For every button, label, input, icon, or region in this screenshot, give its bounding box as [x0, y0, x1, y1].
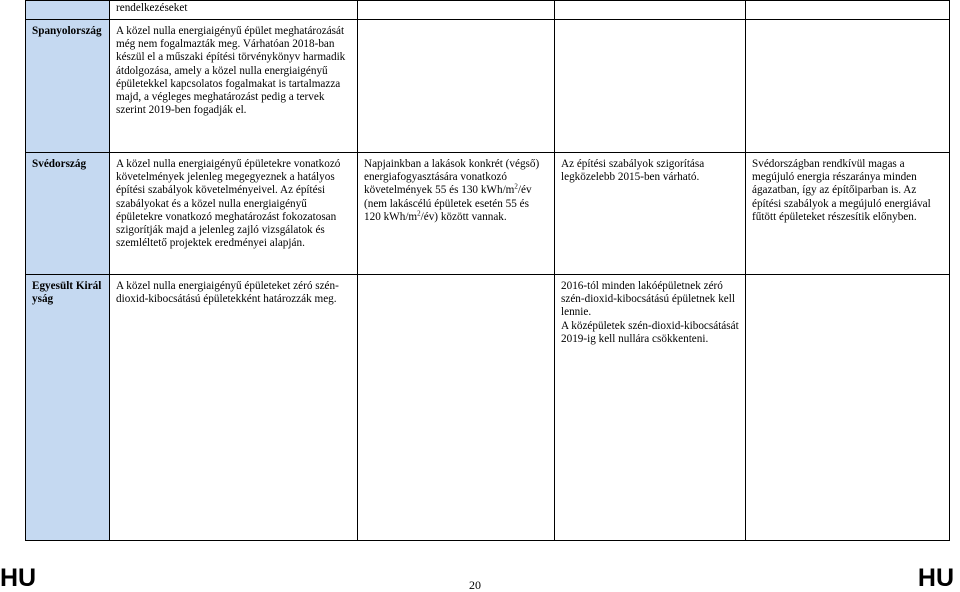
table-row: [26, 153, 950, 275]
timeline-cell: [555, 1, 746, 20]
notes-cell: [746, 1, 950, 20]
timeline-cell: [555, 20, 746, 153]
country-cell: Svédország: [26, 153, 110, 275]
timeline-paragraph: A középületek szén-dioxid-kibocsátását 2019-ig kell nullára csökkenteni.: [561, 319, 739, 345]
requirement-cell: [358, 20, 555, 153]
requirement-text: /év) között vannak.: [420, 210, 507, 223]
definition-cell: A közel nulla energiaigényű épületeket zéró szén-dioxid-kibocsátású épületekként határozzák meg.: [110, 275, 358, 541]
country-cell: Egyesült Királyság: [26, 275, 110, 541]
notes-cell: [746, 20, 950, 153]
timeline-cell: [555, 275, 746, 541]
notes-cell: [746, 275, 950, 541]
notes-cell: Svédországban rendkívül magas a megújuló energia részaránya minden ágazatban, így az építőiparban is. Az építési szabályok a megújuló energiával fűtött épületeket részesítik előnyben.: [746, 153, 950, 275]
superscript: 2: [417, 209, 421, 218]
timeline-paragraph: 2016-tól minden lakóépületnek zéró szén-dioxid-kibocsátású épületnek kell lennie.: [561, 280, 735, 319]
country-cell: [26, 1, 110, 20]
requirement-cell: [358, 1, 555, 20]
table-row: [26, 1, 950, 20]
requirement-cell: [358, 153, 555, 275]
footer-language-label-left: HU: [0, 564, 37, 592]
table-row: [26, 20, 950, 153]
country-comparison-table: [25, 0, 950, 541]
table-row: [26, 275, 950, 541]
definition-cell: A közel nulla energiaigényű épület meghatározását még nem fogalmazták meg. Várhatóan 2018-ban készül el a műszaki építési törvénykönyv harmadik átdolgozása, amely a közel nulla energiaigényű épületekkel kapcsolatos fogalmakat is tartalmazza majd, a végleges meghatározást pedig a tervek szerint 2019-ben fogadják el.: [110, 20, 358, 153]
requirement-text: Napjainkban a lakások konkrét (végső) energiafogyasztására vonatkozó követelmények 55 és 130 kWh/m: [364, 158, 540, 197]
definition-cell: A közel nulla energiaigényű épületekre vonatkozó követelmények jelenleg megegyeznek a hatályos építési szabályok követelményeivel. Az építési szabályokat és a közel nulla energiaigényű épületekre vonatkozó meghatározást fokozatosan szigorítják majd a jelenleg zajló vizsgálatok és szemléltető projektek eredményei alapján.: [110, 153, 358, 275]
page-number: 20: [469, 578, 481, 592]
timeline-cell: Az építési szabályok szigorítása legközelebb 2015-ben várható.: [555, 153, 746, 275]
footer-language-label-right: HU: [917, 564, 954, 592]
superscript: 2: [514, 182, 518, 191]
definition-cell: rendelkezéseket: [110, 1, 358, 20]
requirement-text: /év (nem lakáscélú épületek esetén 55 és 120 kWh/m: [364, 184, 532, 223]
country-cell: Spanyolország: [26, 20, 110, 153]
requirement-cell: [358, 275, 555, 541]
